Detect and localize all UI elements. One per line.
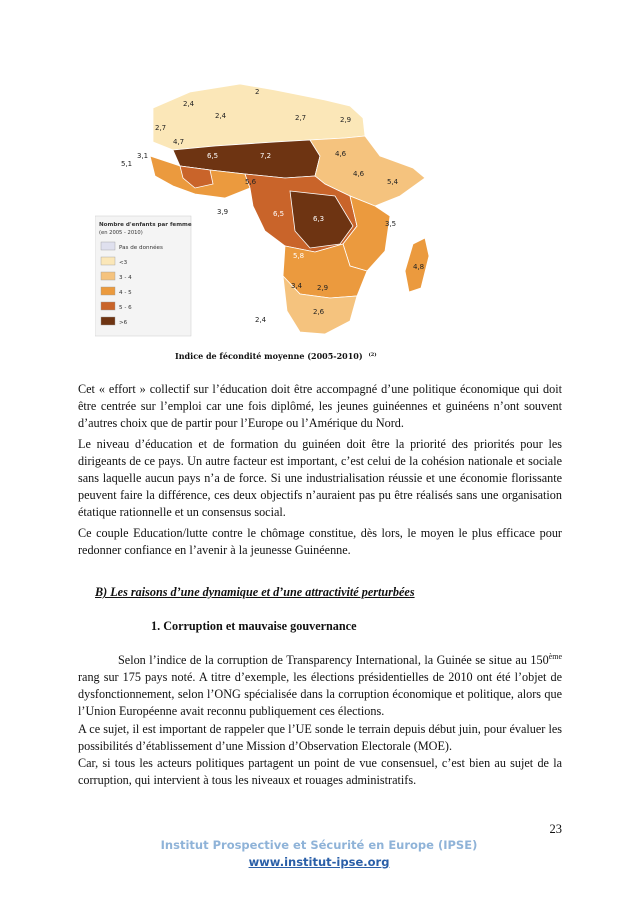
- map-label: 3,5: [385, 220, 397, 228]
- legend-label: <3: [119, 260, 128, 266]
- map-label: 2,6: [313, 308, 325, 316]
- map-label: 5,8: [293, 252, 305, 260]
- legend-label: Pas de données: [119, 245, 163, 251]
- legend-label: 3 - 4: [119, 275, 132, 281]
- map-label: 5,4: [387, 178, 399, 186]
- map-label: 2,4: [255, 316, 267, 324]
- map-label: 4,6: [335, 150, 347, 158]
- paragraph-text: Ce couple Education/lutte contre le chômage constitue, dès lors, le moyen le plus efficace pour redonner confiance en l’avenir à la jeunesse Guinéenne.: [78, 526, 562, 557]
- map-label: 5,6: [245, 178, 257, 186]
- map-title: Indice de fécondité moyenne (2005-2010) $^{(2)}$: [175, 351, 377, 361]
- map-label: 4,7: [173, 138, 185, 146]
- fertility-map-figure: [95, 66, 525, 372]
- map-label: 3,9: [217, 208, 229, 216]
- paragraph-1: [78, 381, 562, 432]
- legend-swatch: [101, 272, 115, 280]
- legend-swatch: [101, 317, 115, 325]
- legend-label: >6: [119, 320, 128, 326]
- map-label: 6,5: [273, 210, 285, 218]
- africa-map: [95, 66, 525, 372]
- legend-swatch: [101, 257, 115, 265]
- paragraph-text: Cet « effort » collectif sur l’éducation doit être accompagné d’une politique économique qui doit être centrée sur l’emploi car une fois diplômé, les jeunes guinéennes et guinéens n’ont souvent d’autres choix que de partir pour l’Europe ou l’Amérique du Nord.: [78, 382, 562, 430]
- map-label: 2,4: [215, 112, 227, 120]
- map-label: 2,9: [340, 116, 352, 124]
- paragraph-text: A ce sujet, il est important de rappeler que l’UE sonde le terrain depuis début juin, pour évaluer les possibilités d’établissement d’une Mission d’Observation Electorale (MOE).: [78, 722, 562, 753]
- map-label: 2,7: [155, 124, 167, 132]
- page-number: 23: [549, 822, 562, 836]
- section-heading-b: B) Les raisons d’une dynamique et d’une attractivité perturbées: [95, 585, 415, 599]
- legend-title: Nombre d'enfants par femme: [99, 222, 192, 228]
- paragraph-3: [78, 525, 562, 559]
- paragraph-2: [78, 436, 562, 521]
- footer-institute: Institut Prospective et Sécurité en Europe (IPSE): [160, 838, 478, 852]
- paragraph-text: Selon l’indice de la corruption de Transparency International, la Guinée se situe au 150ème rang sur 175 pays noté. A titre d’exemple, les élections présidentielles de 2010 ont été l’objet de dysfonctionnement, selon l’ONG spécialisée dans la corruption économique et politique, alors que l’Union Européenne avait reconnu publiquement ces élections.: [78, 652, 562, 719]
- legend-subtitle: (en 2005 - 2010): [99, 230, 143, 236]
- map-label: 2,7: [295, 114, 307, 122]
- map-label: 2: [255, 88, 260, 96]
- map-label: 7,2: [260, 152, 272, 160]
- legend-swatch: [101, 287, 115, 295]
- map-label: 2,9: [317, 284, 329, 292]
- paragraph-5: [78, 721, 562, 789]
- paragraph-text: Le niveau d’éducation et de formation du guinéen doit être la priorité des priorités pour les dirigeants de ce pays. Un autre facteur est important, c’est celui de la cohésion nationale et sociale sans laquelle aucun pays n’a de force. Si une industrialisation réussie et une économie florissante peuvent faire la différence, ces deux objectifs n’auraient pas pu être réalisés sans une organisation étatique rationnelle et un consensus social.: [78, 437, 562, 519]
- map-legend: [95, 216, 192, 336]
- subsection-heading-1: 1. Corruption et mauvaise gouvernance: [151, 619, 357, 633]
- map-label: 5,1: [121, 160, 133, 168]
- legend-swatch: [101, 302, 115, 310]
- map-label: 2,4: [183, 100, 195, 108]
- map-label: 4,6: [353, 170, 365, 178]
- legend-label: 5 - 6: [119, 305, 132, 311]
- paragraph-4: [78, 648, 562, 720]
- map-label: 4,8: [413, 263, 425, 271]
- map-label: 6,3: [313, 215, 325, 223]
- map-label: 6,5: [207, 152, 219, 160]
- footer: [0, 837, 638, 871]
- legend-swatch: [101, 242, 115, 250]
- map-label: 3,4: [291, 282, 303, 290]
- paragraph-text: Car, si tous les acteurs politiques partagent un point de vue consensuel, c’est bien au sujet de la corruption, qui intervient à tous les niveaux et rouages administratifs.: [78, 756, 562, 787]
- legend-label: 4 - 5: [119, 290, 132, 296]
- map-label: 3,1: [137, 152, 149, 160]
- footer-url-link[interactable]: www.institut-ipse.org: [248, 855, 390, 869]
